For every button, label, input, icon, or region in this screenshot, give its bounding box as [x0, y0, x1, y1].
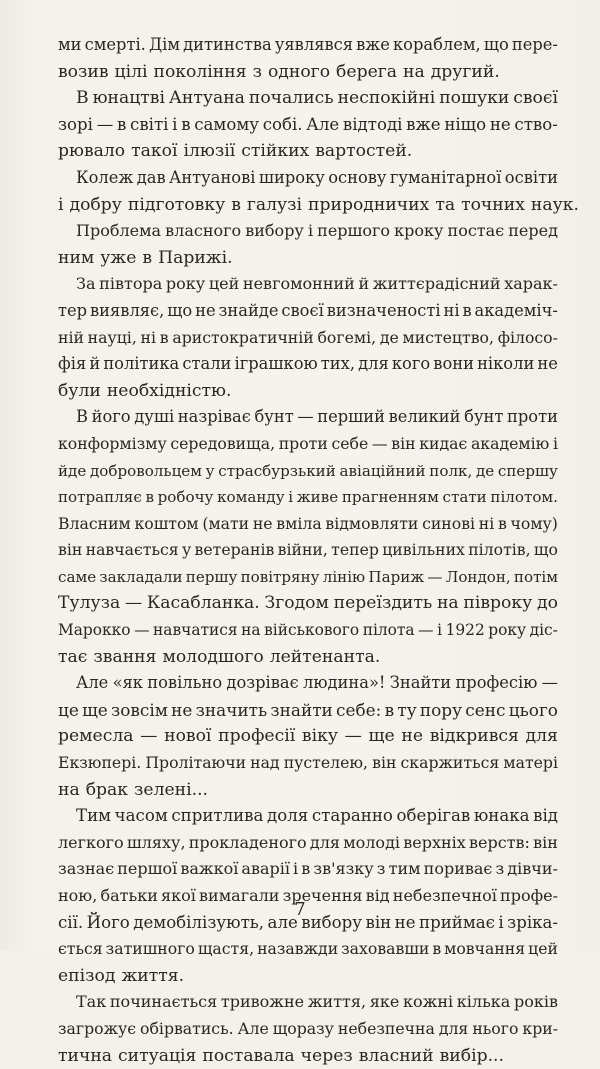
text-line: Колеж дав Антуанові широку основу гуманітарної освіти: [76, 167, 558, 187]
text-line: саме закладали першу повітряну лінію Париж — Лондон, потім: [58, 567, 558, 586]
text-line: сії. Його демобілізують, але вибору він не приймає і зріка-: [58, 912, 558, 932]
text-line: тає звання молодшого лейтенанта.: [58, 646, 381, 667]
text-line: загрожує обірватись. Але щоразу небезпечна для нього кри-: [58, 1018, 558, 1038]
text-line: це ще зовсім не значить знайти себе: в ту пору сенс цього: [58, 699, 558, 720]
text-line: Екзюпері. Пролітаючи над пустелею, він скаржиться матері: [58, 753, 558, 773]
text-line: легкого шляху, прокладеного для молоді верхніх верств: він: [58, 832, 558, 852]
text-line: ми смерті. Дім дитинства уявлявся вже кораблем, що пере-: [58, 35, 558, 54]
text-line: Тим часом спритлива доля старанно оберігав юнака від: [76, 806, 558, 826]
text-line: фія й політика стали іграшкою тих, для кого вони ніколи не: [58, 354, 558, 374]
text-line: Проблема власного вибору і першого кроку постає перед: [76, 221, 558, 241]
text-line: потрапляє в робочу команду і живе прагненням стати пілотом.: [58, 488, 558, 507]
text-line: За півтора року цей невгомонний й життєрадісний харак-: [76, 274, 558, 294]
text-line: рювало такої ілюзії стійких вартостей.: [58, 141, 413, 162]
text-line: і добру підготовку в галузі природничих та точних наук.: [58, 194, 579, 215]
text-line: В його душі назріває бунт — перший великий бунт проти: [76, 407, 558, 427]
text-line: В юнацтві Антуана почались неспокійні пошуки своєї: [76, 88, 558, 109]
text-line: зазнає першої важкої аварії і в зв'язку з тим пориває з дівчи-: [58, 859, 558, 879]
page-number: 7: [294, 899, 306, 920]
text-line: Тулуза — Касабланка. Згодом переїздить на півроку до: [58, 593, 558, 614]
text-line: на брак зелені...: [58, 779, 209, 800]
text-line: Власним коштом (мати не вміла відмовляти синові ні в чому): [58, 513, 558, 533]
text-line: ною, батьки якої вимагали зречення від небезпечної профе-: [58, 886, 558, 905]
text-line: Марокко — навчатися на військового пілота — і 1922 року діс-: [58, 621, 558, 640]
text-line: йде добровольцем у страсбурзький авіаційний полк, де спершу: [58, 461, 558, 480]
text-line: конформізму середовища, проти себе — він кидає академію і: [58, 433, 558, 453]
text-line: ється затишного щастя, назавжди заховавши в мовчання цей: [58, 939, 558, 959]
text-line: ним уже в Парижі.: [58, 247, 233, 268]
text-line: були необхідністю.: [58, 380, 232, 401]
text-line: він навчається у ветеранів війни, тепер цивільних пілотів, що: [58, 540, 558, 560]
text-line: ній науці, ні в аристократичній богемі, де мистецтво, філосо-: [58, 327, 558, 347]
text-line: тер виявляє, що не знайде своєї визначеності ні в академіч-: [58, 300, 558, 320]
text-line: Так починається тривожне життя, яке кожні кілька років: [76, 992, 558, 1012]
text-line: возив цілі покоління з одного берега на другий.: [58, 61, 500, 82]
text-line: Але «як повільно дозріває людина»! Знайти професію —: [76, 673, 558, 693]
text-line: тична ситуація поставала через власний вибір...: [58, 1045, 504, 1066]
text-line: епізод життя.: [58, 965, 185, 986]
text-line: ремесла — нової професії віку — ще не відкрився для: [58, 726, 558, 747]
text-line: зорі — в світі і в самому собі. Але відтоді вже ніщо не ство-: [58, 114, 558, 134]
